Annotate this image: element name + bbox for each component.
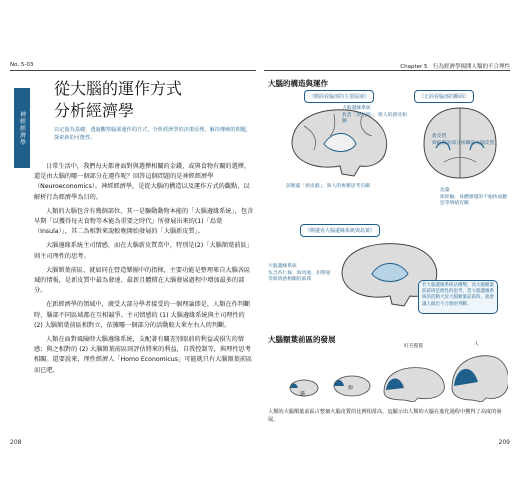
neocortex-desc: 與較新的部分相關的大腦皮質	[432, 140, 495, 146]
animal-label-human: 人	[474, 342, 479, 347]
limbic-insula-label: 《側邊看大腦邊緣系統與島葉》	[300, 224, 380, 237]
left-header	[10, 58, 256, 71]
section-title-structure: 大腦的構造與運作	[268, 79, 328, 88]
paragraph: 日常生活中，我們每天都會面對與選擇相關的金錢，或與食物有關的選擇，還是由大腦的哪一個部分在運作呢？回答這個問題的是神經經濟學（Neuroeconomics）。神經經濟學，是從大腦的構造以及運作方式的觀點，以解析行為經濟學為目的。	[34, 163, 251, 201]
page-number-left: 208	[10, 439, 22, 446]
animal-label-orangutan: 紅毛猩猩	[404, 344, 424, 349]
header-number: No. 5-03	[10, 62, 34, 68]
limbic-note	[342, 106, 408, 126]
limbic2-label: 大腦邊緣系統	[268, 264, 297, 269]
front-view-label: 《正面看腦部的斷面》	[414, 90, 474, 103]
neocortex-note	[432, 134, 508, 147]
bottom-caption: 人類的大腦額葉前區占整個大腦皮質的比例相當高，這顯示出人類的大腦在進化過程中獲得了高度的發展。	[268, 409, 502, 423]
right-page	[264, 58, 510, 448]
side-view-label: 《側面看腦部的主要區域》	[304, 90, 374, 103]
header-chapter: Chapter 5 行為經濟學揭開人類的不合理性	[400, 64, 510, 70]
page-number-right: 209	[498, 439, 510, 446]
neocortex-label: 新皮質	[432, 134, 447, 139]
limbic2-desc: 包含杏仁核、海馬迴、扣帶迴等與情感相關的區域	[268, 270, 331, 282]
limbic2-note	[268, 264, 334, 284]
animal-label-dog: 狗	[348, 386, 353, 391]
animal-label-cat: 貓	[300, 392, 305, 397]
limbic-desc: 負責「原始腦」，與人的感受相關	[342, 112, 407, 124]
paragraph: 大腦邊緣系統主司情感，而在大腦新皮質當中，特別是(2)「大腦額葉前區」則主司理性的思考。	[34, 242, 253, 260]
vertical-tag: 神經經濟學	[14, 88, 30, 168]
page-title: 從大腦的運作方式	[54, 79, 183, 98]
amygdala-note: 前額葉「新皮腦」，與人的複雜思考有關	[286, 184, 370, 189]
insula-desc: 與經驗、身體感覺的不愉快或厭惡等情緒有關	[440, 194, 508, 206]
limbic-label: 大腦邊緣系統	[342, 106, 371, 111]
paragraph: 大腦額葉前區，就如同在營造樂團中的指揮，主要功能是整理來自大腦各區域的情報，是新皮質中最為發達、最新且體積在大腦發展過程中增加最多的部分。	[34, 266, 251, 295]
section-title-development: 大腦額葉前區的發展	[268, 335, 336, 344]
left-page	[10, 58, 256, 448]
body-text	[34, 162, 254, 380]
paragraph: 在新經濟學的領域中，廣受大部分學者接受的一個理論即是，人類在作判斷時，腦部不同區域都在互相競爭。主司情感的 (1) 大腦邊緣系統與主司理性的 (2) 大腦額葉前區相對立，依據哪一個部分的活動較大來左右人的判斷。	[34, 301, 251, 329]
paragraph: 人類的大腦包含有幾個部位，其一是驅動動物本能的「大腦邊緣系統」，包含早期「以獲得每天食物等本能為重要之時代」所發展出來的(1)「島葉（Insula）」，其二為相對來說較晚開始發展的「大腦新皮質」。	[34, 207, 254, 236]
intro-blurb: 以定量為基礎，透過觀察腦部運作的方式，分析經濟學的決策原理，解決傳統的問題，探索新的可能性。	[54, 127, 252, 141]
right-header	[264, 58, 510, 71]
info-box: 若大腦邊緣系統佔優勢，而大腦額葉前區則是理性的思考，當大腦邊緣系統的活動大於大腦額葉前區時，就會讓人做出不合理的判斷。	[418, 280, 498, 314]
paragraph: 人類在面對風險時大腦邊緣系統，支配著有關差別眼前的利益或損失的情感；與之相對的 (2) 大腦額葉前區則評估將來的利益，自我控制等，與理性思考相關。還要說來，理性經濟人「Homo Economicus」可能就只有大腦額葉前區而已吧。	[34, 336, 253, 374]
insula-note	[440, 188, 508, 208]
insula-label: 島葉	[440, 188, 450, 193]
page-subtitle: 分析經濟學	[54, 101, 135, 120]
